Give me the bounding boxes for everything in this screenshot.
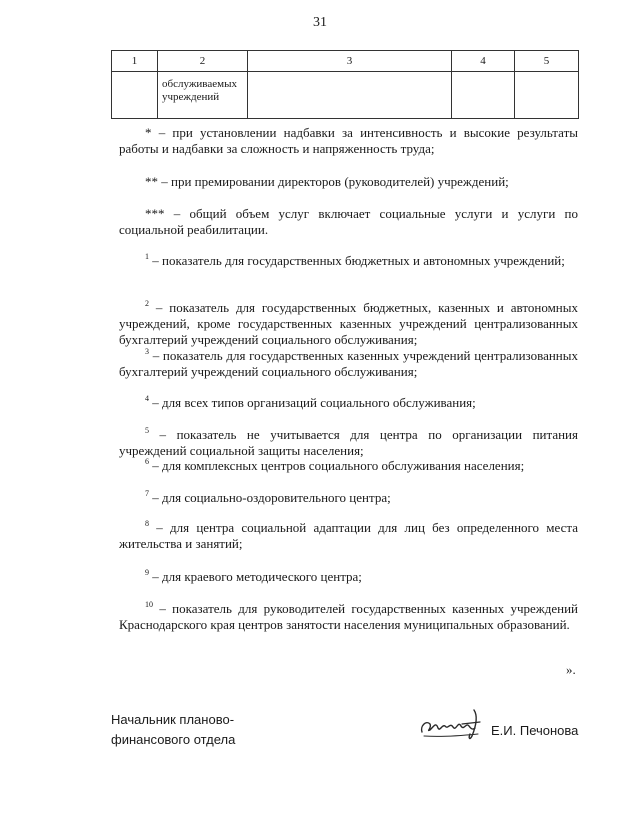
footnote-1 (119, 253, 578, 269)
footnote-marker: 10 (145, 600, 153, 609)
table-header-row (112, 51, 579, 72)
footnote-text: – для краевого методического центра; (149, 569, 362, 584)
table-column-number: 4 (452, 51, 515, 72)
footnote-marker: *** (145, 206, 165, 221)
footnote-marker: 6 (145, 457, 149, 466)
signatory-title (111, 710, 235, 750)
footnote-text: – для комплексных центров социального обслуживания населения; (149, 458, 525, 473)
footnote-text: – показатель не учитывается для центра по организации питания учреждений социальной защиты населения; (119, 427, 578, 458)
footnote-text: – показатель для руководителей государственных казенных учреждений Краснодарского края центров занятости населения муниципальных образований. (119, 601, 578, 632)
footnote-marker: * (145, 125, 152, 140)
handwritten-signature (418, 706, 486, 742)
footnote-text: – для центра социальной адаптации для лиц без определенного места жительства и занятий; (119, 520, 578, 551)
footnote-marker: ** (145, 174, 158, 189)
table-column-number: 1 (112, 51, 158, 72)
footnote-10 (119, 601, 578, 633)
footnote-4 (119, 395, 578, 411)
page-number: 31 (313, 15, 327, 30)
footnote-text: – при установлении надбавки за интенсивность и высокие результаты работы и надбавки за сложность и напряженность труда; (119, 125, 578, 156)
table-column-number: 5 (515, 51, 579, 72)
signatory-name: Е.И. Печонова (491, 723, 579, 738)
footnote-text: – показатель для государственных бюджетных и автономных учреждений; (149, 253, 565, 268)
table-cell (515, 72, 579, 119)
footnote-text: – общий объем услуг включает социальные услуги и услуги по социальной реабилитации. (119, 206, 578, 237)
footnote-text: – показатель для государственных бюджетных, казенных и автономных учреждений, кроме государственных казенных учреждений централизованных бухгалтерий учреждений социального обслуживания; (119, 300, 578, 347)
table-column-number: 3 (248, 51, 452, 72)
footnote-3 (119, 348, 578, 380)
footnote-marker: 2 (145, 299, 149, 308)
signatory-title-line: финансового отдела (111, 732, 236, 747)
footnote-marker: 3 (145, 347, 149, 356)
footnote-marker: 4 (145, 394, 149, 403)
footnote-8 (119, 520, 578, 552)
table-cell (452, 72, 515, 119)
footnote-9 (119, 569, 578, 585)
footnote-marker: 1 (145, 252, 149, 261)
footnote-text: – показатель для государственных казенных учреждений централизованных бухгалтерий учреждений социального обслуживания; (119, 348, 578, 379)
footnote-marker: 5 (145, 426, 149, 435)
table-cell (248, 72, 452, 119)
footnote-asterisk-2 (119, 174, 578, 190)
footnote-5 (119, 427, 578, 459)
footnote-7 (119, 490, 578, 506)
footnote-marker: 9 (145, 568, 149, 577)
footnote-asterisk-1 (119, 125, 578, 157)
table-cell: обслуживаемых учреждений (158, 72, 248, 119)
table-column-number: 2 (158, 51, 248, 72)
table-cell (112, 72, 158, 119)
closing-quote-mark: ». (566, 662, 576, 677)
footnote-marker: 7 (145, 489, 149, 498)
table-row (112, 72, 579, 119)
footnote-6 (119, 458, 578, 474)
footnote-marker: 8 (145, 519, 149, 528)
continued-table (111, 50, 579, 119)
footnote-text: – для социально-оздоровительного центра; (149, 490, 391, 505)
signatory-title-line: Начальник планово- (111, 712, 235, 727)
footnote-text: – для всех типов организаций социального обслуживания; (149, 395, 476, 410)
footnote-2 (119, 300, 578, 348)
footnote-asterisk-3 (119, 206, 578, 238)
footnote-text: – при премировании директоров (руководителей) учреждений; (158, 174, 509, 189)
